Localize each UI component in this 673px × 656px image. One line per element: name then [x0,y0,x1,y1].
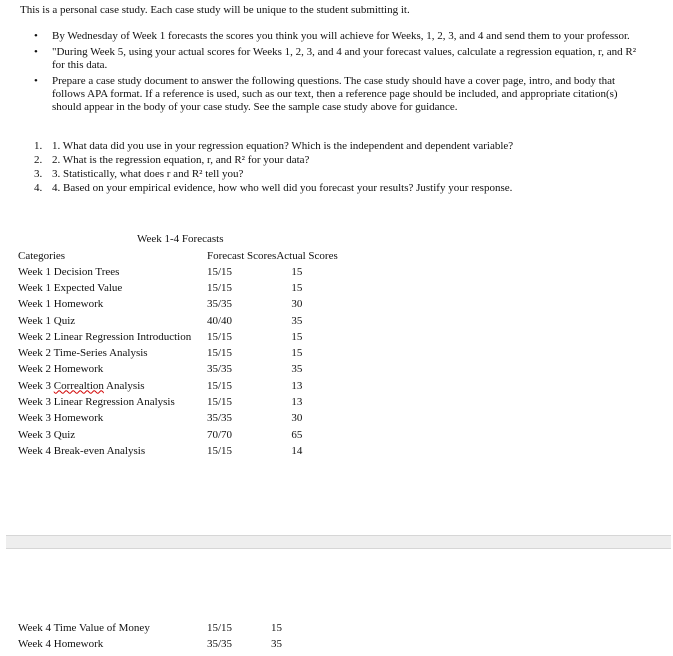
table-row [18,297,361,313]
row-actual: 15 [271,621,282,634]
question-item [34,182,654,196]
row-forecast: 15/15 [207,281,233,294]
row-forecast: 15/15 [207,396,233,409]
row-forecast: 15/15 [207,330,233,343]
row-forecast: 15/15 [207,621,233,634]
question-number: 4. [34,182,43,194]
row-category: Week 4 Break-even Analysis [18,444,146,457]
row-category: Week 2 Homework [18,363,104,376]
header-categories: Categories [18,249,66,262]
table-body [18,264,361,460]
row-category: Week 1 Expected Value [18,281,123,294]
table-row [18,443,361,459]
question-item [34,140,654,154]
row-forecast: 70/70 [207,428,233,441]
question-item [34,168,654,182]
row-forecast: 35/35 [207,412,233,425]
row-category: Week 3 Homework [18,412,104,425]
row-category: Week 1 Decision Trees [18,265,120,278]
instruction-item: • By Wednesday of Week 1 forecasts the scores you think you will achieve for Weeks, 1, 2, 3, and 4 and send them to your professor. [34,30,646,43]
table-row [18,636,341,652]
row-forecast: 35/35 [207,298,233,311]
row-actual: 13 [291,396,303,409]
table-row [18,620,341,636]
forecast-table [18,248,361,460]
table-header-row [18,248,361,264]
row-category: Week 2 Time-Series Analysis [18,347,148,360]
table-row [18,411,361,427]
table-row [18,313,361,329]
row-category: Week 1 Quiz [18,314,76,327]
row-category: Week 3 Correaltion Analysis [18,379,145,392]
row-actual: 15 [291,265,303,278]
table-row [18,264,361,280]
row-forecast: 35/35 [207,637,233,650]
row-category: Week 1 Homework [18,298,104,311]
table-row [18,394,361,410]
forecast-table-continued [18,620,341,653]
row-actual: 65 [291,428,303,441]
row-forecast: 40/40 [207,314,233,327]
row-forecast: 15/15 [207,444,233,457]
row-forecast: 15/15 [207,265,233,278]
row-actual: 30 [291,412,303,425]
row-category: Week 4 Time Value of Money [18,621,150,634]
row-actual: 35 [291,363,303,376]
table-row [18,345,361,361]
question-text: 1. What data did you use in your regression equation? Which is the independent and dependent variable? [52,140,514,152]
row-forecast: 15/15 [207,347,233,360]
header-forecast: Forecast Scores [207,249,277,262]
table-body-continued [18,620,341,653]
page-break-divider [6,535,671,549]
table-row [18,280,361,296]
instruction-list [34,30,646,117]
header-actual: Actual Scores [276,249,338,262]
question-number: 1. [34,140,43,152]
instruction-item: • Prepare a case study document to answer the following questions. The case study should have a cover page, intro, and body that follows APA format. If a reference is used, such as our text, then a reference page should be included, and appropriate citation(s) should appear in the body of your case study. See the sample case study above for guidance. [34,75,646,114]
table-caption: Week 1-4 Forecasts [137,233,224,245]
question-number: 3. [34,168,43,180]
row-actual: 14 [291,444,303,457]
row-actual: 30 [291,298,303,311]
row-category: Week 2 Linear Regression Introduction [18,330,192,343]
row-actual: 35 [291,314,303,327]
spelling-error-mark: Correaltion [53,379,104,392]
question-text: 2. What is the regression equation, r, and R² for your data? [52,154,310,166]
table-row [18,329,361,345]
row-actual: 15 [291,330,303,343]
row-forecast: 35/35 [207,363,233,376]
row-actual: 13 [291,379,303,392]
table-row [18,378,361,394]
question-item [34,154,654,168]
table-row [18,427,361,443]
instruction-item: • "During Week 5, using your actual scores for Weeks 1, 2, 3, and 4 and your forecast values, calculate a regression equation, r, and R² for this data. [34,46,646,72]
question-text: 3. Statistically, what does r and R² tell you? [52,168,244,180]
row-actual: 35 [271,637,282,650]
intro-text: This is a personal case study. Each case study will be unique to the student submitting it. [20,4,410,16]
question-number: 2. [34,154,43,166]
table-row [18,362,361,378]
row-category: Week 3 Linear Regression Analysis [18,396,175,409]
question-list [34,140,654,196]
row-category: Week 3 Quiz [18,428,76,441]
row-forecast: 15/15 [207,379,233,392]
row-category: Week 4 Homework [18,637,104,650]
row-actual: 15 [291,281,303,294]
question-text: 4. Based on your empirical evidence, how who well did you forecast your results? Justify your response. [52,182,513,194]
row-actual: 15 [291,347,303,360]
